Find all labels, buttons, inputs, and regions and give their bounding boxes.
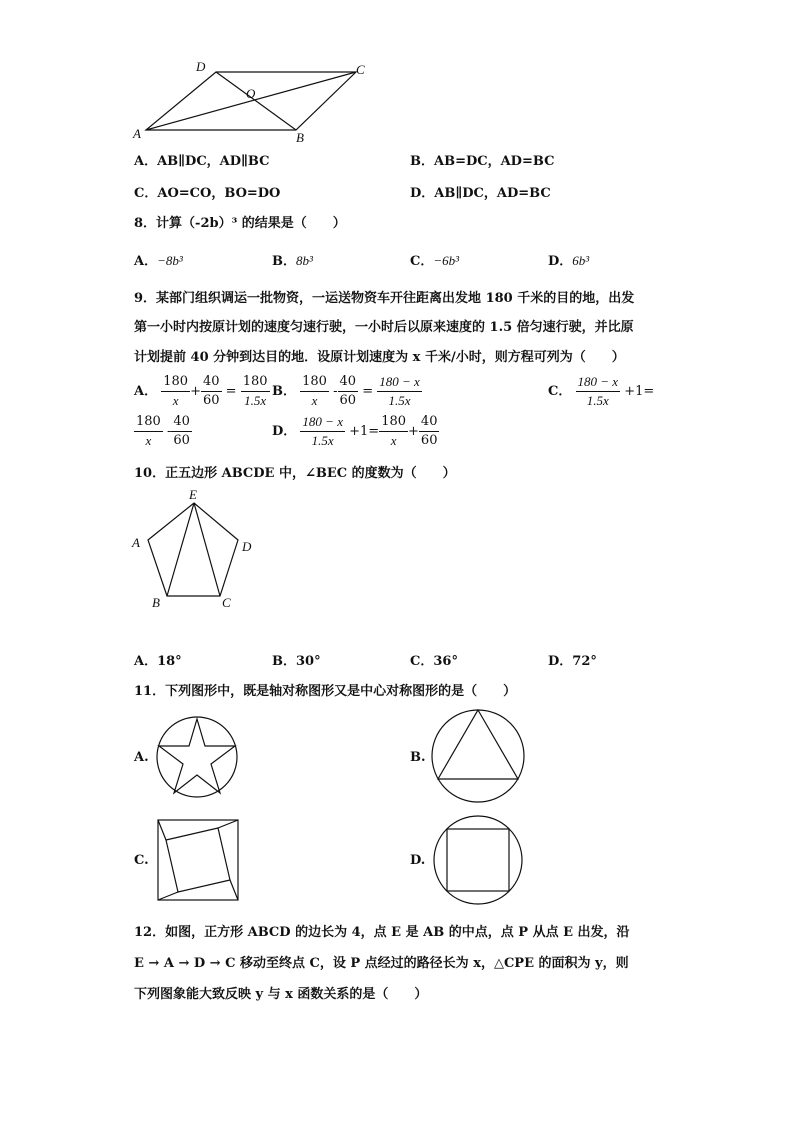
q10-option-c: C．36° [410,654,458,669]
pentagon-figure [128,485,268,615]
q9-option-b: B． $\frac{180}{x}$ - $\frac{40}{60}$ = $\frac{180 - x}{1.5x}$ [272,374,420,408]
q10-option-b: B．30° [272,654,321,669]
frac-180-over-x: $\frac{180}{x}$ [163,374,189,408]
q9-option-c-cont: $\frac{180}{x}$ - $\frac{40}{60}$ [136,414,190,448]
q11-option-b-label: B. [410,750,426,765]
q11-option-d-label: D. [410,853,426,868]
segment-eb [167,503,194,596]
q12-line-3: 下列图象能大致反映 y 与 x 函数关系的是（ ） [134,987,428,1002]
star-icon [159,719,235,793]
q9-line-1: 9．某部门组织调运一批物资，一运送物资车开往距离出发地 180 千米的目的地，出发 [134,291,635,306]
q8-option-d: D．6b³ [548,253,590,269]
q9-option-a: A． $\frac{180}{x}$ + $\frac{40}{60}$ = $\frac{180}{1.5x}$ [134,374,268,408]
q9-line-2: 第一小时内按原计划的速度匀速行驶，一小时后以原来速度的 1.5 倍匀速行驶，并比原 [134,320,634,335]
label-e: E [189,487,197,502]
circle-square-figure [432,814,524,906]
pentagon-shape [148,503,238,596]
q10-option-d: D．72° [548,654,597,669]
label-d: D [242,539,252,554]
diagonal-bd [216,72,296,130]
label-a: A [132,535,140,550]
parallelogram-figure [128,58,378,148]
inscribed-square-icon [447,829,509,891]
circle-star-figure [155,715,239,799]
q9-option-c: C． $\frac{180 - x}{1.5x}$ +1= [548,374,655,408]
q11-option-a-label: A. [134,750,149,765]
frac-180-over-1.5x: $\frac{180}{1.5x}$ [242,374,268,408]
q10-option-a: A．18° [134,654,182,669]
label-d: D [196,59,206,74]
q7-option-d: D．AB∥DC，AD=BC [410,186,551,201]
q12-line-2: E → A → D → C 移动至终点 C，设 P 点经过的路径长为 x，△CPE 的面积为 y，则 [134,956,629,971]
label-b: B [152,595,160,610]
q8-stem: 8．计算（-2b）³ 的结果是（ ） [134,216,346,231]
q12-line-1: 12．如图，正方形 ABCD 的边长为 4，点 E 是 AB 的中点，点 P 从点 E 出发，沿 [134,925,630,940]
q11-option-c-label: C. [134,853,149,868]
label-a: A [133,126,141,141]
label-o: O [246,86,256,101]
q7-option-b: B．AB=DC，AD=BC [410,154,555,169]
label-b: B [296,130,304,145]
q7-option-a: A．AB∥DC，AD∥BC [134,154,270,169]
square-rotated-figure [156,818,240,902]
label-c: C [356,62,365,77]
q8-option-b: B．8b³ [272,253,313,269]
q11-stem: 11．下列图形中，既是轴对称图形又是中心对称图形的是（ ） [134,684,517,699]
q7-option-c: C．AO=CO，BO=DO [134,186,281,201]
triangle-icon [438,710,518,779]
q8-option-c: C．−6b³ [410,253,460,269]
frac-40-over-60: $\frac{40}{60}$ [202,374,220,408]
q8-option-a: A．−8b³ [134,253,183,269]
q10-stem: 10．正五边形 ABCDE 中，∠BEC 的度数为（ ） [134,466,456,481]
diagonal-ac [146,72,356,130]
inner-square-icon [166,828,230,892]
circle-triangle-figure [430,708,526,804]
q9-option-d: D． $\frac{180 - x}{1.5x}$ +1= $\frac{180}{x}$ + $\frac{40}{60}$ [272,414,438,448]
segment-ec [194,503,220,596]
label-c: C [222,595,231,610]
q9-line-3: 计划提前 40 分钟到达目的地．设原计划速度为 x 千米/小时，则方程可列为（ ） [134,350,625,365]
